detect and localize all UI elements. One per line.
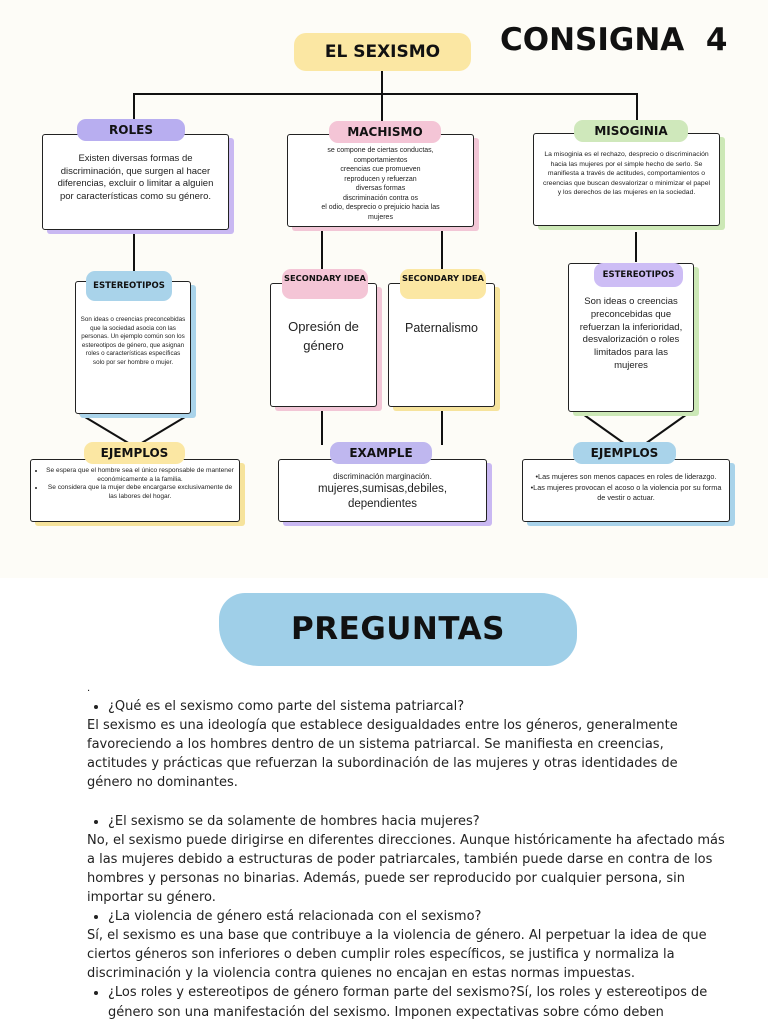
secondary-idea-label-2: SECONDARY IDEA bbox=[402, 273, 484, 283]
preguntas-title: PREGUNTAS bbox=[291, 611, 505, 647]
consigna-heading: CONSIGNA 4 bbox=[500, 22, 728, 58]
roles-label: ROLES bbox=[109, 123, 153, 137]
machismo-line: reproducen y refuerzan bbox=[344, 175, 417, 183]
spacer bbox=[87, 792, 727, 811]
ejemplos-right-label: EJEMPLOS bbox=[590, 446, 659, 460]
secondary-idea-text-2: Paternalismo bbox=[405, 321, 478, 335]
secondary-idea-label-1: SECONDARY IDEA bbox=[284, 273, 366, 283]
ejemplos-right-item-2: •Las mujeres provocan el acoso o la violencia por su forma de vestir o actuar. bbox=[530, 482, 722, 502]
answer-3: Sí, el sexismo es una base que contribuye a la violencia de género. Al perpetuar la idea de que ciertos géneros son inferiores o deben cumplir roles específicos, se justifica y normaliza la discriminación y la violencia contra quienes no encajan en estas normas impuestas. bbox=[87, 928, 707, 982]
misoginia-pill bbox=[574, 120, 688, 142]
machismo-label: MACHISMO bbox=[347, 125, 423, 139]
misoginia-box bbox=[533, 133, 720, 226]
estereotipos-right-label: ESTEREOTIPOS bbox=[602, 270, 675, 280]
estereotipos-left-label: ESTEREOTIPOS bbox=[93, 281, 165, 291]
secondary-idea-box-1 bbox=[270, 283, 377, 407]
machismo-pill bbox=[329, 121, 441, 143]
ejemplos-left-label: EJEMPLOS bbox=[100, 446, 169, 460]
question-1: • ¿Qué es el sexismo como parte del sistema patriarcal? bbox=[108, 697, 727, 716]
machismo-line: se compone de ciertas conductas, bbox=[327, 147, 434, 154]
answer-1: El sexismo es una ideología que establece desigualdades entre los géneros, generalmente favoreciendo a los hombres dentro de un sistema patriarcal. Se manifiesta en creencias, actitudes y prácticas que refuerzan la subordinación de las mujeres y otras identidades de género no dominantes. bbox=[87, 718, 678, 791]
map-title: EL SEXISMO bbox=[324, 42, 441, 62]
question-3: • ¿La violencia de género está relacionada con el sexismo? bbox=[108, 907, 727, 926]
example-line-2: mujeres,sumisas,debiles, dependientes bbox=[317, 483, 448, 510]
ejemplos-left-pill bbox=[84, 442, 185, 464]
machismo-box bbox=[287, 134, 474, 227]
secondary-idea-box-2 bbox=[388, 283, 495, 407]
estereotipos-right-pill bbox=[594, 263, 683, 287]
question-4: • ¿Los roles y estereotipos de género forman parte del sexismo?Sí, los roles y estereotipos de género son una manifestación del sexismo. Imponen expectativas sobre cómo deben bbox=[108, 983, 727, 1021]
machismo-line: mujeres bbox=[368, 213, 393, 221]
estereotipos-left-text: Son ideas o creencias preconcebidas que la sociedad asocia con las personas. Un ejemplo común son los estereotipos de género, que asignan roles o características específicas solo por ser hombre o mujer. bbox=[80, 316, 186, 366]
secondary-idea-pill-2 bbox=[400, 269, 486, 299]
list-item: • Se espera que el hombre sea el único responsable de mantener económicamente a la familia. bbox=[45, 467, 235, 484]
questions-section bbox=[87, 697, 727, 1022]
ejemplos-right-pill bbox=[573, 442, 676, 464]
title-pill bbox=[294, 33, 471, 71]
secondary-idea-pill-1 bbox=[282, 269, 368, 299]
question-2: • ¿El sexismo se da solamente de hombres hacia mujeres? bbox=[108, 812, 727, 831]
ejemplos-right-item-1: •Las mujeres son menos capaces en roles de liderazgo. bbox=[535, 472, 717, 481]
stray-dot: . bbox=[87, 683, 91, 694]
machismo-line: comportamientos bbox=[353, 156, 408, 164]
machismo-text bbox=[294, 146, 467, 222]
answer-2: No, el sexismo puede dirigirse en diferentes direcciones. Aunque históricamente ha afectado más a las mujeres debido a estructuras de poder patriarcales, también puede darse en contra de los hombres y personas no binarias. Además, puede ser reproducido por cualquier persona, sin importar su género. bbox=[87, 832, 725, 905]
roles-text: Existen diversas formas de discriminación, que surgen al hacer diferencias, excluir o limitar a alguien por características como su género. bbox=[57, 153, 214, 202]
example-center-label: EXAMPLE bbox=[349, 446, 413, 460]
example-center-box bbox=[278, 459, 487, 522]
machismo-line: creencias cue promueven bbox=[340, 166, 421, 173]
ejemplos-left-list bbox=[31, 467, 235, 501]
example-line-1: discriminación marginación. bbox=[333, 472, 432, 481]
misoginia-label: MISOGINIA bbox=[594, 124, 668, 138]
example-center-pill bbox=[330, 442, 432, 464]
estereotipos-left-pill bbox=[86, 271, 172, 301]
machismo-line: el odio, desprecio o prejuicio hacia las bbox=[321, 204, 440, 211]
misoginia-text: La misoginia es el rechazo, desprecio o discriminación hacia las mujeres por el simple hecho de serlo. Se manifiesta a través de actitudes, comportamientos o creencias que buscan desvalorizar o minimizar el papel y los derechos de las mujeres en la sociedad. bbox=[543, 151, 710, 196]
roles-pill bbox=[77, 119, 185, 141]
ejemplos-right-box bbox=[522, 459, 730, 522]
roles-box bbox=[42, 134, 229, 230]
estereotipos-right-text: Son ideas o creencias preconcebidas que refuerzan la inferioridad, desvalorización o roles limitados para las mujeres bbox=[579, 296, 683, 371]
machismo-line: diversas formas bbox=[355, 185, 406, 192]
ejemplos-left-box bbox=[30, 459, 240, 522]
secondary-idea-text-1: Opresión de género bbox=[288, 319, 359, 353]
list-item: • Se considera que la mujer debe encargarse exclusivamente de las labores del hogar. bbox=[45, 484, 235, 501]
machismo-line: discriminación contra os bbox=[342, 194, 419, 202]
